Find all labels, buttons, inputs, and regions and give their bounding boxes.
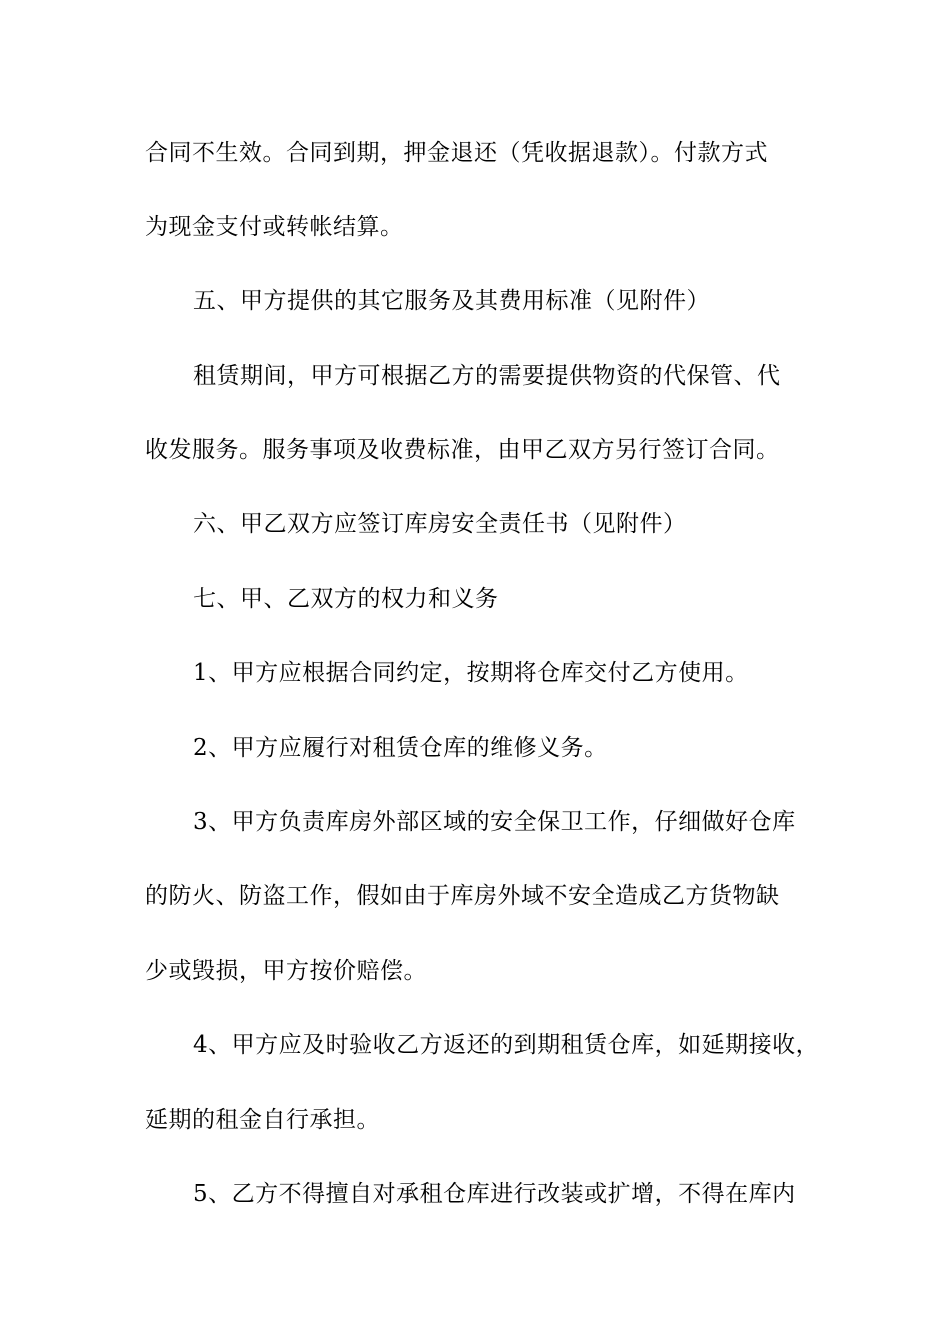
section-heading-5: 五、甲方提供的其它服务及其费用标准（见附件）: [193, 288, 710, 314]
paragraph-start: 租赁期间，甲方可根据乙方的需要提供物资的代保管、代: [193, 363, 781, 389]
clause-1: 1、甲方应根据合同约定，按期将仓库交付乙方使用。: [193, 660, 749, 686]
text-line: 少或毁损，甲方按价赔偿。: [145, 958, 427, 984]
text-line: 收发服务。服务事项及收费标准，由甲乙双方另行签订合同。: [145, 437, 780, 463]
section-heading-7: 七、甲、乙双方的权力和义务: [193, 586, 499, 612]
clause-3: 3、甲方负责库房外部区域的安全保卫工作，仔细做好仓库: [193, 809, 796, 835]
clause-4: 4、甲方应及时验收乙方返还的到期租赁仓库，如延期接收，: [193, 1032, 820, 1058]
clause-2: 2、甲方应履行对租赁仓库的维修义务。: [193, 735, 608, 761]
text-line: 合同不生效。合同到期，押金退还（凭收据退款）。付款方式: [145, 140, 768, 166]
section-heading-6: 六、甲乙双方应签订库房安全责任书（见附件）: [193, 511, 687, 537]
text-line: 为现金支付或转帐结算。: [145, 214, 404, 240]
clause-5: 5、乙方不得擅自对承租仓库进行改装或扩增，不得在库内: [193, 1181, 796, 1207]
text-line: 的防火、防盗工作，假如由于库房外域不安全造成乙方货物缺: [145, 883, 780, 909]
text-line: 延期的租金自行承担。: [145, 1107, 380, 1133]
